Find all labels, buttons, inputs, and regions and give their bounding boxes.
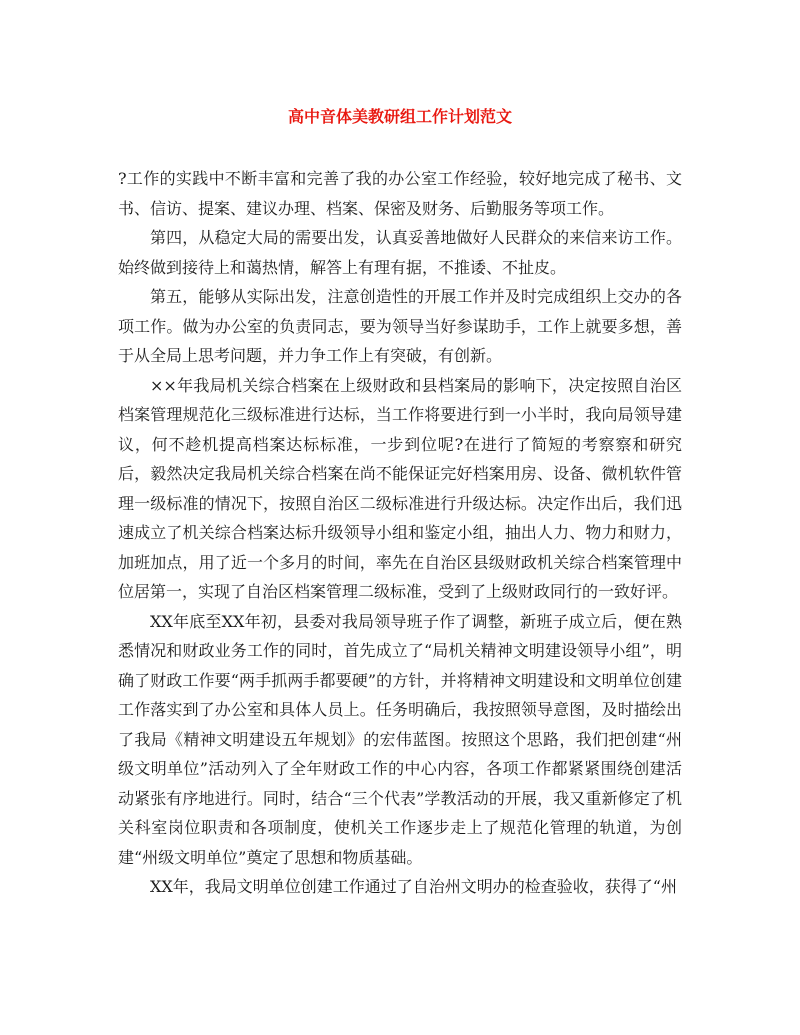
document-title: 高中音体美教研组工作计划范文 [287,107,512,126]
paragraph-5: XX年底至XX年初，县委对我局领导班子作了调整，新班子成立后，便在熟悉情况和财政业务工作的同时，首先成立了“局机关精神文明建设领导小组”，明确了财政工作要“两手抓两手都要硬”的方针，并将精神文明建设和文明单位创建工作落实到了办公室和具体人员上。任务明确后，我按照领导意图，及时描绘出了我局《精神文明建设五年规划》的宏伟蓝图。按照这个思路，我们把创建“州级文明单位”活动列入了全年财政工作的中心内容，各项工作都紧紧围绕创建活动紧张有序地进行。同时，结合“三个代表”学教活动的开展，我又重新修定了机关科室岗位职责和各项制度，使机关工作逐步走上了规范化管理的轨道，为创建“州级文明单位”奠定了思想和物质基础。 [118,611,682,867]
paragraph-4: ××年我局机关综合档案在上级财政和县档案局的影响下，决定按照自治区档案管理规范化三级标准进行达标，当工作将要进行到一小半时，我向局领导建议，何不趁机提高档案达标标准，一步到位呢?在进行了简短的考察察和研究后，毅然决定我局机关综合档案在尚不能保证完好档案用房、设备、微机软件管理一级标准的情况下，按照自治区二级标准进行升级达标。决定作出后，我们迅速成立了机关综合档案达标升级领导小组和鉴定小组，抽出人力、物力和财力，加班加点，用了近一个多月的时间，率先在自治区县级财政机关综合档案管理中位居第一，实现了自治区档案管理二级标准，受到了上级财政同行的一致好评。 [118,375,682,601]
paragraph-3: 第五，能够从实际出发，注意创造性的开展工作并及时完成组织上交办的各项工作。做为办公室的负责同志，要为领导当好参谋助手，工作上就要多想，善于从全局上思考问题，并力争工作上有突破，有创新。 [118,287,682,365]
paragraph-2: 第四，从稳定大局的需要出发，认真妥善地做好人民群众的来信来访工作。始终做到接待上和蔼热情，解答上有理有据，不推诿、不扯皮。 [118,228,682,277]
paragraph-6: XX年，我局文明单位创建工作通过了自治州文明办的检查验收，获得了“州 [150,877,677,896]
paragraph-1: ?工作的实践中不断丰富和完善了我的办公室工作经验，较好地完成了秘书、文书、信访、提案、建议办理、档案、保密及财务、后勤服务等项工作。 [118,169,682,218]
